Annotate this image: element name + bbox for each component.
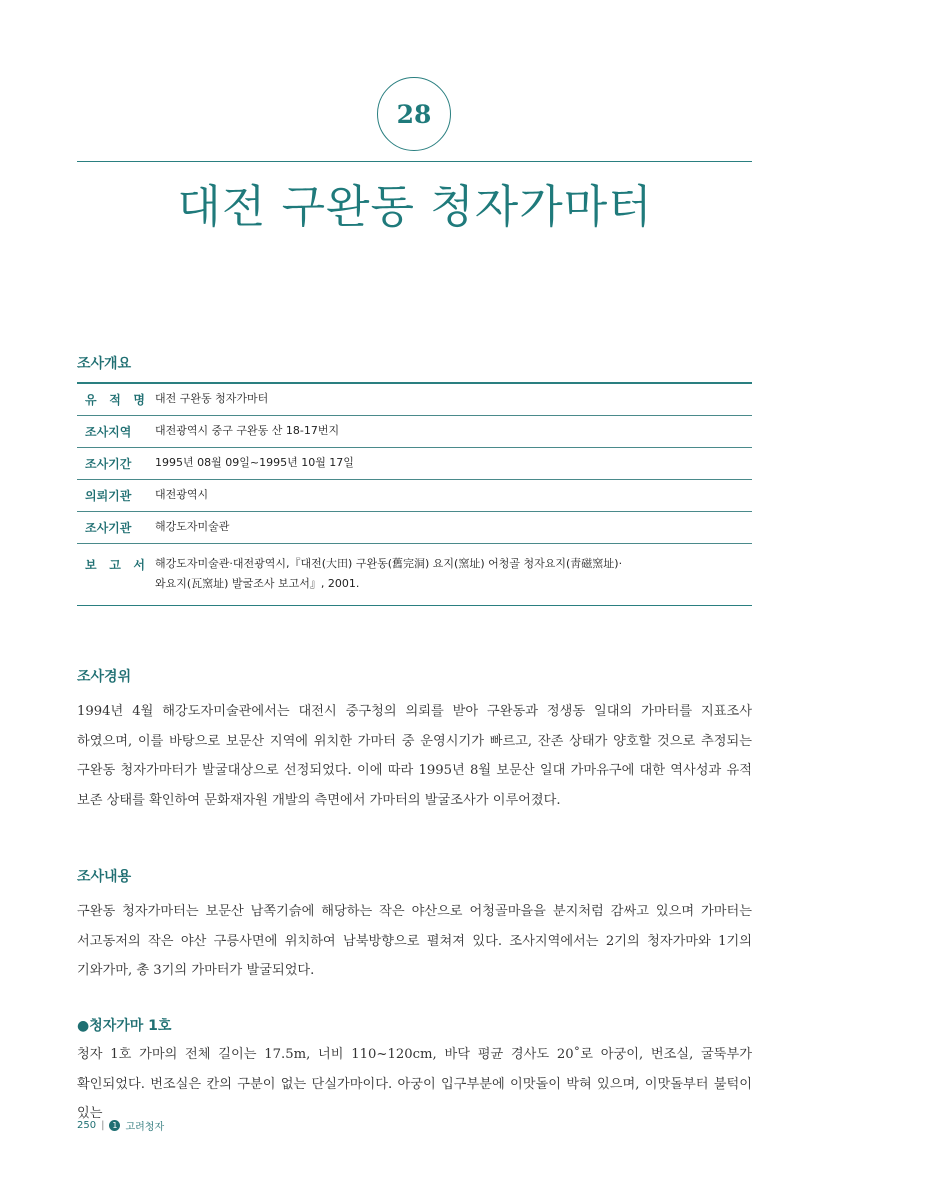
row-key: 의뢰기관 bbox=[85, 488, 132, 503]
row-key: 보 고 서 bbox=[85, 557, 145, 572]
row-value bbox=[153, 543, 752, 605]
kiln1-paragraph: 청자 1호 가마의 전체 길이는 17.5m, 너비 110~120cm, 바닥 평균 경사도 20˚로 아궁이, 번조실, 굴뚝부가 확인되었다. 번조실은 칸의 구분이 없는 단실가마이다. 아궁이 입구부분에 이맛돌이 박혀 있으며, 이맛돌부터 불턱이 있는 bbox=[77, 1047, 752, 1121]
row-key: 유 적 명 bbox=[77, 383, 153, 415]
overview-heading: 조사개요 bbox=[77, 356, 132, 372]
table-row bbox=[77, 479, 752, 511]
table-row bbox=[77, 447, 752, 479]
content-heading: 조사내용 bbox=[77, 869, 132, 885]
row-value: 해강도자미술관 bbox=[155, 520, 230, 533]
report-line-1: 해강도자미술관·대전광역시,『대전(大田) 구완동(舊完洞) 요지(窯址) 어청골 청자요지(靑磁窯址)· bbox=[155, 557, 623, 570]
row-key: 조사지역 bbox=[85, 424, 132, 439]
footer-separator: | bbox=[101, 1120, 105, 1131]
background-paragraph: 1994년 4월 해강도자미술관에서는 대전시 중구청의 의뢰를 받아 구완동과 정생동 일대의 가마터를 지표조사 하였으며, 이를 바탕으로 보문산 지역에 위치한 가마터 중 운영시기가 빠르고, 잔존 상태가 양호할 것으로 추정되는 구완동 청자가마터가 발굴대상으로 선정되었다. 이에 따라 1995년 8월 보문산 일대 가마유구에 대한 역사성과 유적 보존 상태를 확인하여 문화재자원 개발의 측면에서 가마터의 발굴조사가 이루어졌다. bbox=[77, 704, 752, 808]
chapter-label: 고려청자 bbox=[125, 1122, 165, 1133]
table-row bbox=[77, 543, 752, 605]
chapter-number: 28 bbox=[396, 99, 432, 129]
background-heading: 조사경위 bbox=[77, 669, 132, 685]
table-row bbox=[77, 415, 752, 447]
page-footer bbox=[77, 1118, 164, 1133]
row-key: 조사기관 bbox=[85, 520, 132, 535]
title-divider bbox=[77, 161, 752, 162]
row-key: 조사기간 bbox=[85, 456, 132, 471]
page-title: 대전 구완동 청자가마터 bbox=[177, 180, 653, 233]
content-paragraph: 구완동 청자가마터는 보문산 남쪽기슭에 해당하는 작은 야산으로 어청골마을을 분지처럼 감싸고 있으며 가마터는 서고동저의 작은 야산 구릉사면에 위치하여 남북방향으로 펼쳐져 있다. 조사지역에서는 2기의 청자가마와 1기의 기와가마, 총 3기의 가마터가 발굴되었다. bbox=[77, 904, 752, 978]
table-row bbox=[77, 383, 752, 415]
row-value: 대전 구완동 청자가마터 bbox=[153, 383, 752, 415]
page-number: 250 bbox=[77, 1120, 97, 1131]
kiln1-heading: ●청자가마 1호 bbox=[77, 1018, 172, 1034]
table-row bbox=[77, 511, 752, 543]
chapter-number-badge bbox=[377, 77, 451, 151]
chapter-number-icon: 1 bbox=[109, 1120, 120, 1131]
row-value: 대전광역시 중구 구완동 산 18-17번지 bbox=[155, 424, 340, 437]
overview-table bbox=[77, 382, 752, 606]
row-value: 1995년 08월 09일~1995년 10월 17일 bbox=[155, 456, 354, 469]
report-line-2: 와요지(瓦窯址) 발굴조사 보고서』, 2001. bbox=[155, 577, 360, 590]
row-value: 대전광역시 bbox=[155, 488, 209, 501]
